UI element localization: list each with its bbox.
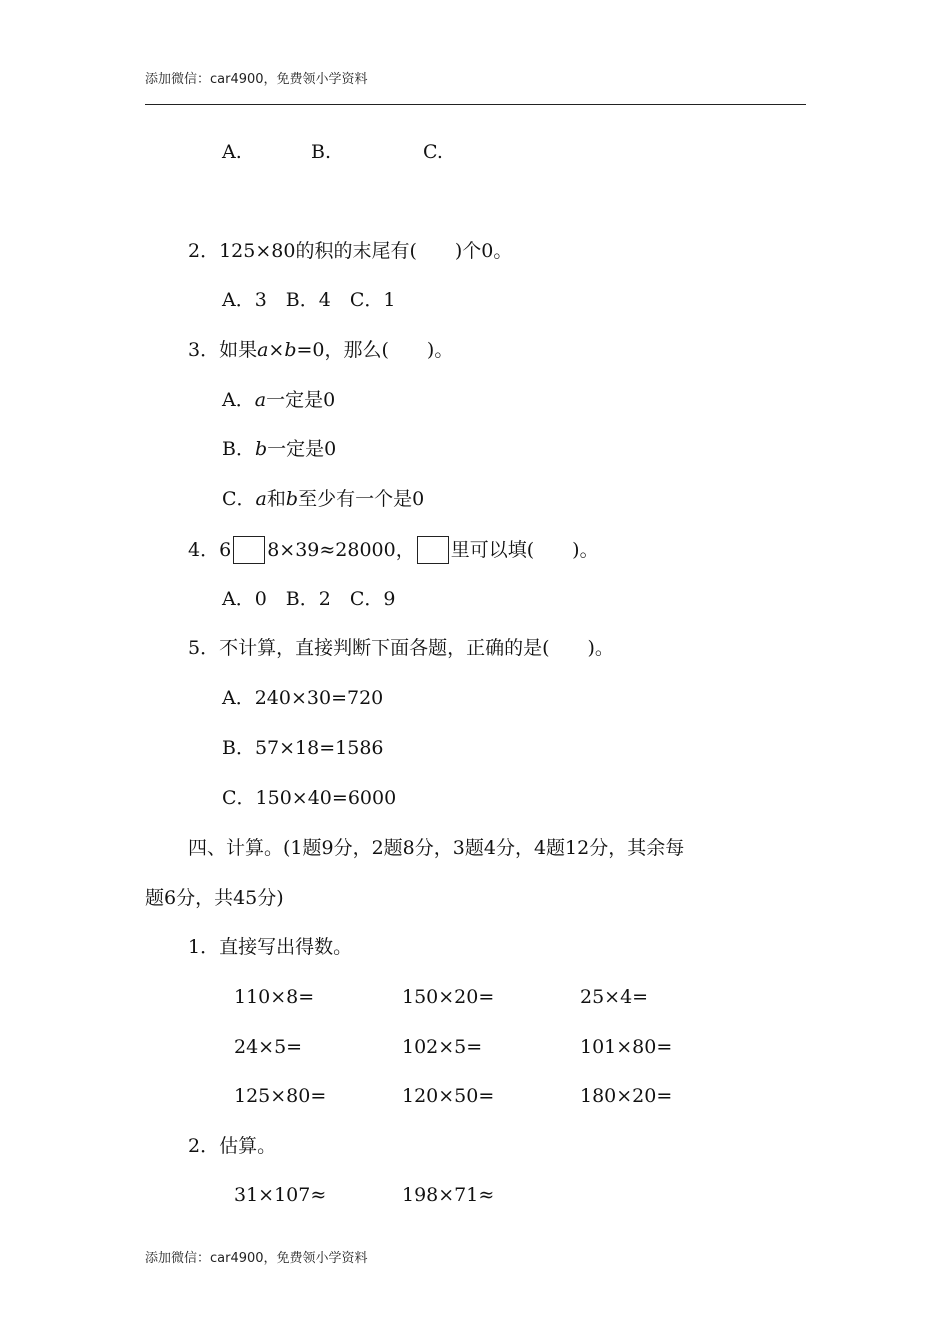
- question-3-option-b: B．b一定是0: [222, 438, 337, 460]
- question-2: 2．125×80的积的末尾有( )个0。: [188, 240, 513, 262]
- page-footer: 添加微信：car4900，免费领小学资料: [145, 1251, 368, 1266]
- estimate-item: 31×107≈: [234, 1184, 327, 1206]
- estimate-item: 198×71≈: [402, 1184, 495, 1206]
- section-4-heading: 四、计算。(1题9分，2题8分，3题4分，4题12分，其余每: [188, 837, 685, 859]
- blank-box: [417, 536, 449, 564]
- calc-item: 125×80=: [234, 1085, 327, 1107]
- calc-item: 120×50=: [402, 1085, 495, 1107]
- header-rule: [145, 104, 806, 105]
- calc-item: 180×20=: [580, 1085, 673, 1107]
- section-4-heading-cont: 题6分，共45分): [145, 887, 284, 909]
- question-4-options: A．0 B．2 C．9: [222, 588, 396, 610]
- question-3-option-c: C．a和b至少有一个是0: [222, 488, 425, 510]
- question-2-options: A．3 B．4 C．1: [222, 289, 396, 311]
- option-a-label: A.: [222, 141, 242, 163]
- calc-item: 24×5=: [234, 1036, 303, 1058]
- option-c-label: C.: [423, 141, 443, 163]
- section-4-question-2: 2．估算。: [188, 1135, 277, 1157]
- page-header: 添加微信：car4900，免费领小学资料: [145, 72, 368, 87]
- calc-item: 101×80=: [580, 1036, 673, 1058]
- calc-item: 110×8=: [234, 986, 315, 1008]
- calc-item: 102×5=: [402, 1036, 483, 1058]
- question-3: 3．如果a×b=0，那么( )。: [188, 339, 454, 361]
- question-5-option-a: A．240×30=720: [222, 687, 384, 709]
- question-3-option-a: A．a一定是0: [222, 389, 336, 411]
- calc-item: 25×4=: [580, 986, 649, 1008]
- question-5-option-b: B．57×18=1586: [222, 737, 384, 759]
- section-4-question-1: 1．直接写出得数。: [188, 936, 353, 958]
- calc-item: 150×20=: [402, 986, 495, 1008]
- option-b-label: B.: [311, 141, 332, 163]
- question-5: 5．不计算，直接判断下面各题，正确的是( )。: [188, 637, 614, 659]
- question-4: 4．6 8×39≈28000， 里可以填( )。: [188, 536, 599, 564]
- blank-box: [233, 536, 265, 564]
- question-5-option-c: C．150×40=6000: [222, 787, 397, 809]
